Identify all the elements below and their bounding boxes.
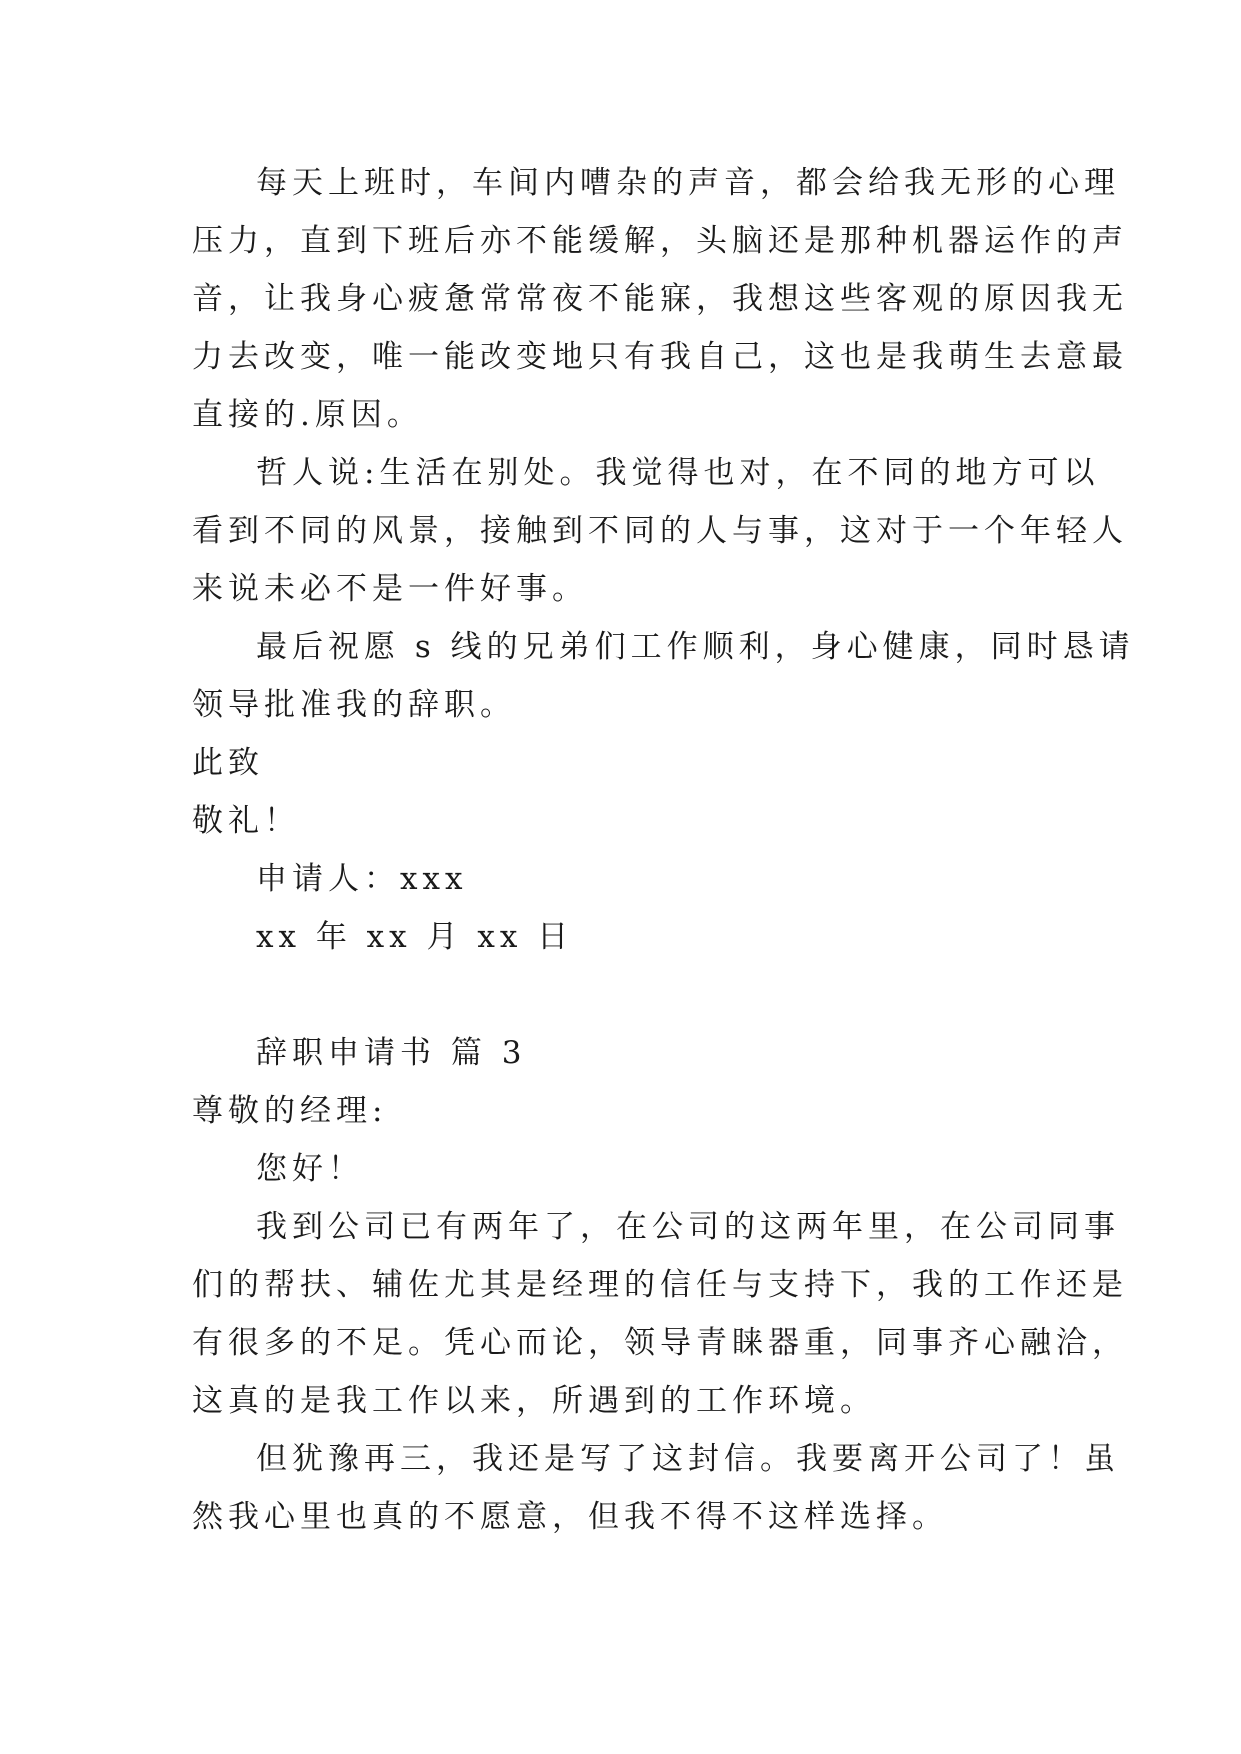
paragraph-line: 然我心里也真的不愿意，但我不得不这样选择。 <box>192 1499 948 1535</box>
date-line: xx 年 xx 月 xx 日 <box>256 919 574 955</box>
paragraph-line: 力去改变，唯一能改变地只有我自己，这也是我萌生去意最 <box>192 339 1128 375</box>
paragraph-line: 看到不同的风景，接触到不同的人与事，这对于一个年轻人 <box>192 513 1128 549</box>
paragraph-line: 这真的是我工作以来，所遇到的工作环境。 <box>192 1383 876 1419</box>
paragraph-line: 哲人说:生活在别处。我觉得也对，在不同的地方可以 <box>256 455 1100 491</box>
paragraph-line: 每天上班时，车间内嘈杂的声音，都会给我无形的心理 <box>256 165 1120 201</box>
paragraph-line: 领导批准我的辞职。 <box>192 687 516 723</box>
paragraph-line: 有很多的不足。凭心而论，领导青睐器重，同事齐心融洽， <box>192 1325 1128 1361</box>
paragraph-line: 来说未必不是一件好事。 <box>192 571 588 607</box>
paragraph-line: 们的帮扶、辅佐尤其是经理的信任与支持下，我的工作还是 <box>192 1267 1128 1303</box>
applicant-signature: 申请人：xxx <box>256 861 468 897</box>
paragraph-line: 压力，直到下班后亦不能缓解，头脑还是那种机器运作的声 <box>192 223 1128 259</box>
paragraph-line: 最后祝愿 s 线的兄弟们工作顺利，身心健康，同时恳请 <box>256 629 1135 665</box>
section-heading: 辞职申请书 篇 3 <box>256 1035 527 1071</box>
paragraph-line: 但犹豫再三，我还是写了这封信。我要离开公司了！虽 <box>256 1441 1120 1477</box>
salutation: 尊敬的经理: <box>192 1093 388 1129</box>
closing-line: 敬礼！ <box>192 803 300 839</box>
greeting: 您好！ <box>256 1151 364 1187</box>
paragraph-line: 我到公司已有两年了，在公司的这两年里，在公司同事 <box>256 1209 1120 1245</box>
paragraph-line: 音，让我身心疲惫常常夜不能寐，我想这些客观的原因我无 <box>192 281 1128 317</box>
closing-line: 此致 <box>192 745 264 781</box>
paragraph-line: 直接的.原因。 <box>192 397 423 433</box>
